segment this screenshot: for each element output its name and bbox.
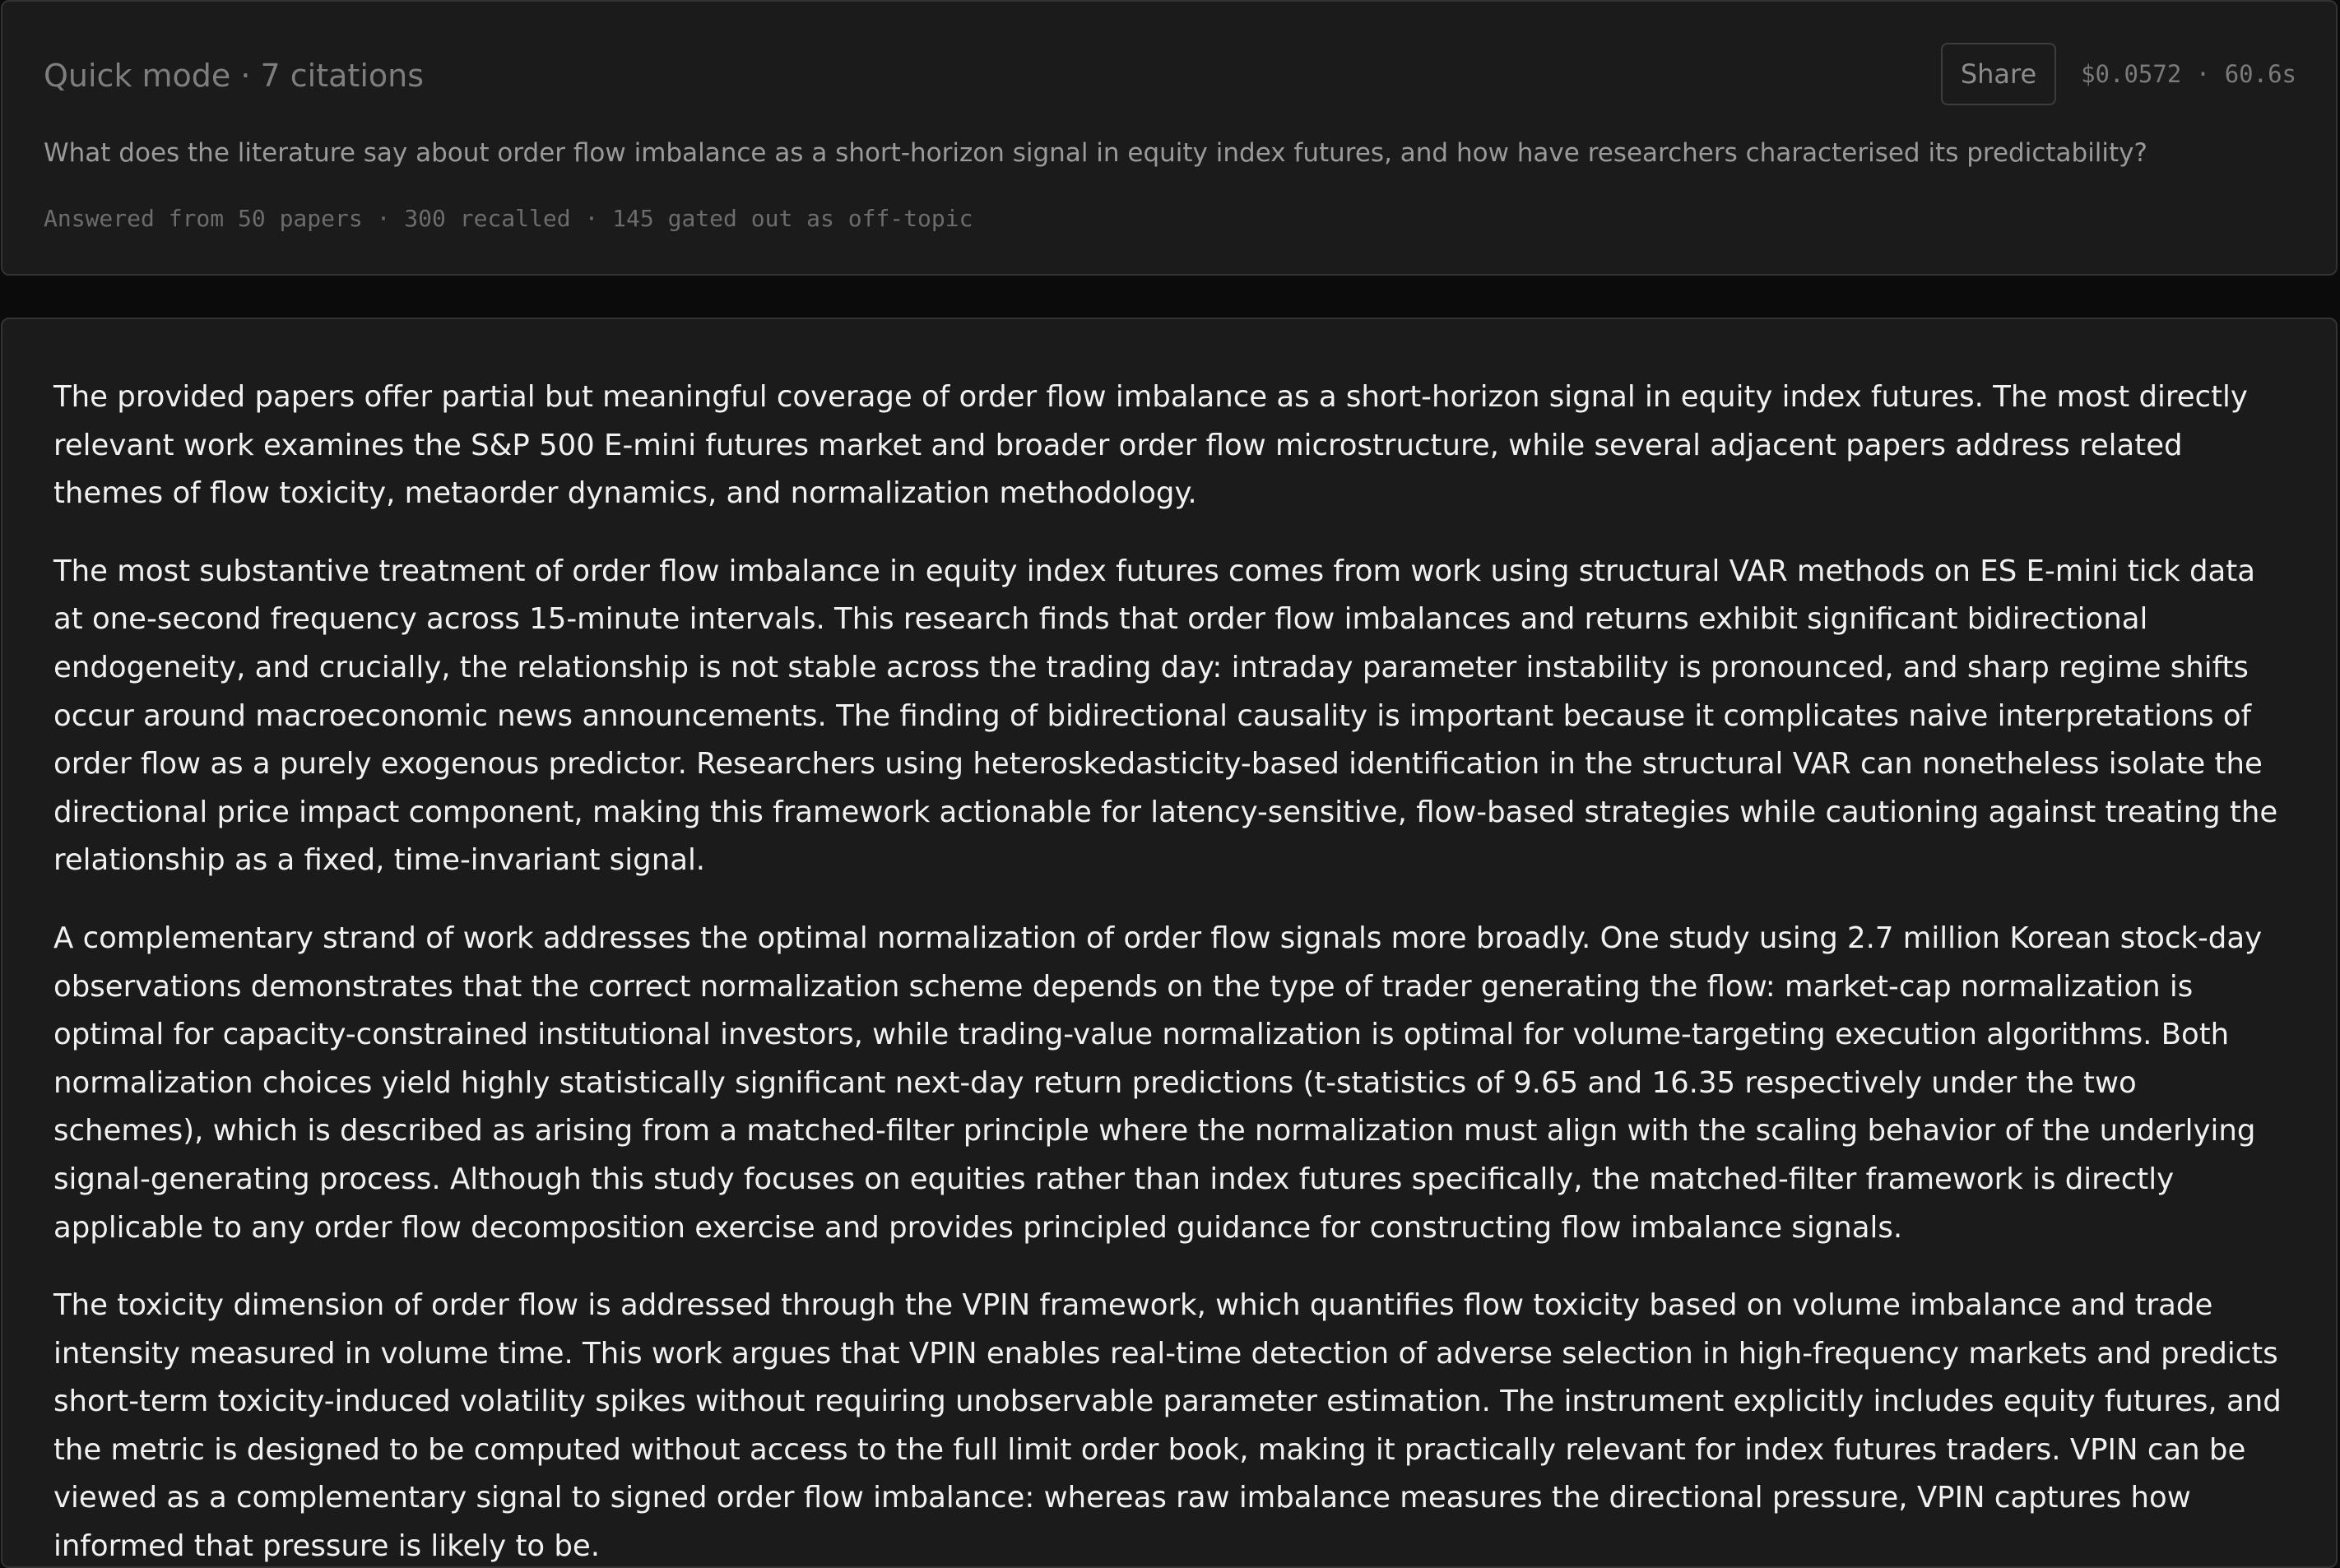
- answer-paragraph: The most substantive treatment of order flow imbalance in equity index futures comes from work using structural VAR methods on ES E-mini tick data at one-second frequency across 15-minute intervals. This research finds that order flow imbalances and returns exhibit significant bidirectional endogeneity, and crucially, the relationship is not stable across the trading day: intraday parameter instability is pronounced, and sharp regime shifts occur around macroeconomic news announcements. The finding of bidirectional causality is important because it complicates naive interpretations of order flow as a purely exogenous predictor. Researchers using heteroskedasticity-based identification in the structural VAR can nonetheless isolate the directional price impact component, making this framework actionable for latency-sensitive, flow-based strategies while cautioning against treating the relationship as a fixed, time-invariant signal.: [53, 554, 2278, 878]
- mode-citations-title: Quick mode · 7 citations: [44, 58, 425, 94]
- share-button[interactable]: Share: [1941, 43, 2056, 105]
- query-summary-card: [1, 0, 2338, 276]
- answer-paragraph: A complementary strand of work addresses the optimal normalization of order flow signals more broadly. One study using 2.7 million Korean stock-day observations demonstrates that the correct normalization scheme depends on the type of trader generating the flow: market-cap normalization is optimal for capacity-constrained institutional investors, while trading-value normalization is optimal for volume-targeting execution algorithms. Both normalization choices yield highly statistically significant next-day return predictions (t-statistics of 9.65 and 16.35 respectively under the two schemes), which is described as arising from a matched-filter principle where the normalization must align with the scaling behavior of the underlying signal-generating process. Although this study focuses on equities rather than index futures specifically, the matched-filter framework is directly applicable to any order flow decomposition exercise and provides principled guidance for constructing flow imbalance signals.: [53, 921, 2263, 1245]
- cost-duration-meta: $0.0572 · 60.6s: [2081, 60, 2296, 88]
- answer-body: [53, 373, 2288, 1568]
- recall-stats: Answered from 50 papers · 300 recalled · 145 gated out as off-topic: [44, 205, 973, 232]
- answer-paragraph: The toxicity dimension of order flow is addressed through the VPIN framework, which quantifies flow toxicity based on volume imbalance and trade intensity measured in volume time. This work argues that VPIN enables real-time detection of adverse selection in high-frequency markets and predicts short-term toxicity-induced volatility spikes without requiring unobservable parameter estimation. The instrument explicitly includes equity futures, and the metric is designed to be computed without access to the full limit order book, making it practically relevant for index futures traders. VPIN can be viewed as a complementary signal to signed order flow imbalance: whereas raw imbalance measures the directional pressure, VPIN captures how informed that pressure is likely to be.: [53, 1288, 2282, 1564]
- answer-paragraph: The provided papers offer partial but meaningful coverage of order flow imbalance as a short-horizon signal in equity index futures. The most directly relevant work examines the S&P 500 E-mini futures market and broader order flow microstructure, while several adjacent papers address related themes of flow toxicity, metaorder dynamics, and normalization methodology.: [53, 380, 2248, 511]
- answer-card: [1, 318, 2338, 1568]
- query-question: What does the literature say about order flow imbalance as a short-horizon signal in equity index futures, and how have researchers characterised its predictability?: [44, 138, 2147, 168]
